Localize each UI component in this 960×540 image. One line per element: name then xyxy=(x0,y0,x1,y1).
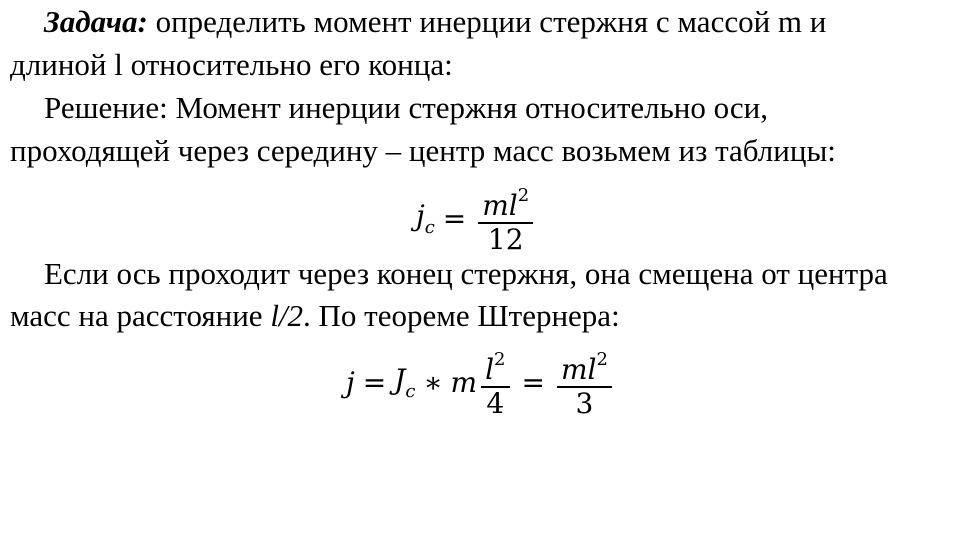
paragraph2-text-1: Если ось проходит через конец стержня, она смещена от центра xyxy=(44,256,888,291)
formula2-Jc: $J_c$ xyxy=(394,362,416,402)
solution-line-2 xyxy=(10,133,836,169)
formula2-star: ∗ xyxy=(423,365,443,399)
formula2-fraction-2-denominator: 3 xyxy=(575,387,594,420)
paragraph2-line-2 xyxy=(10,298,620,334)
formula-center-of-mass xyxy=(416,180,537,256)
formula-steiner xyxy=(346,344,616,420)
solution-line-1 xyxy=(44,90,768,126)
formula2-equals-1: = xyxy=(362,365,387,399)
formula1-fraction xyxy=(478,180,533,256)
paragraph2-line-1 xyxy=(44,256,888,292)
formula1-lhs: $j_c$ xyxy=(416,198,435,238)
task-line-2 xyxy=(10,47,453,83)
paragraph2-text-2-pre: масс на расстояние xyxy=(10,298,271,333)
paragraph2-text-2-post: . По теореме Штернера: xyxy=(303,298,620,333)
paragraph2-text-2-ital: l/2 xyxy=(270,298,304,333)
formula2-fraction-1-denominator: 4 xyxy=(486,387,505,420)
formula1-equals: = xyxy=(442,201,467,235)
task-label: Задача: xyxy=(44,4,148,39)
task-text-1: определить момент инерции стержня с массой m и xyxy=(147,4,827,39)
formula2-fraction-1 xyxy=(481,344,509,420)
task-text-2: длиной l относительно его конца: xyxy=(10,47,453,82)
formula2-lhs: j xyxy=(346,365,355,399)
formula2-fraction-2-numerator: $ml^2$ xyxy=(560,349,608,386)
formula2-fraction-2 xyxy=(557,344,612,420)
solution-text-1: Решение: Момент инерции стержня относительно оси, xyxy=(44,90,769,125)
formula1-numerator: $ml^2$ xyxy=(482,185,530,222)
formula2-equals-2: = xyxy=(521,365,545,399)
solution-text-2: проходящей через середину – центр масс возьмем из таблицы: xyxy=(10,133,836,168)
formula2-fraction-1-numerator: $l^2$ xyxy=(485,349,506,386)
formula1-denominator: 12 xyxy=(487,223,524,256)
formula2-m: m xyxy=(450,365,478,399)
task-line-1 xyxy=(44,4,826,40)
